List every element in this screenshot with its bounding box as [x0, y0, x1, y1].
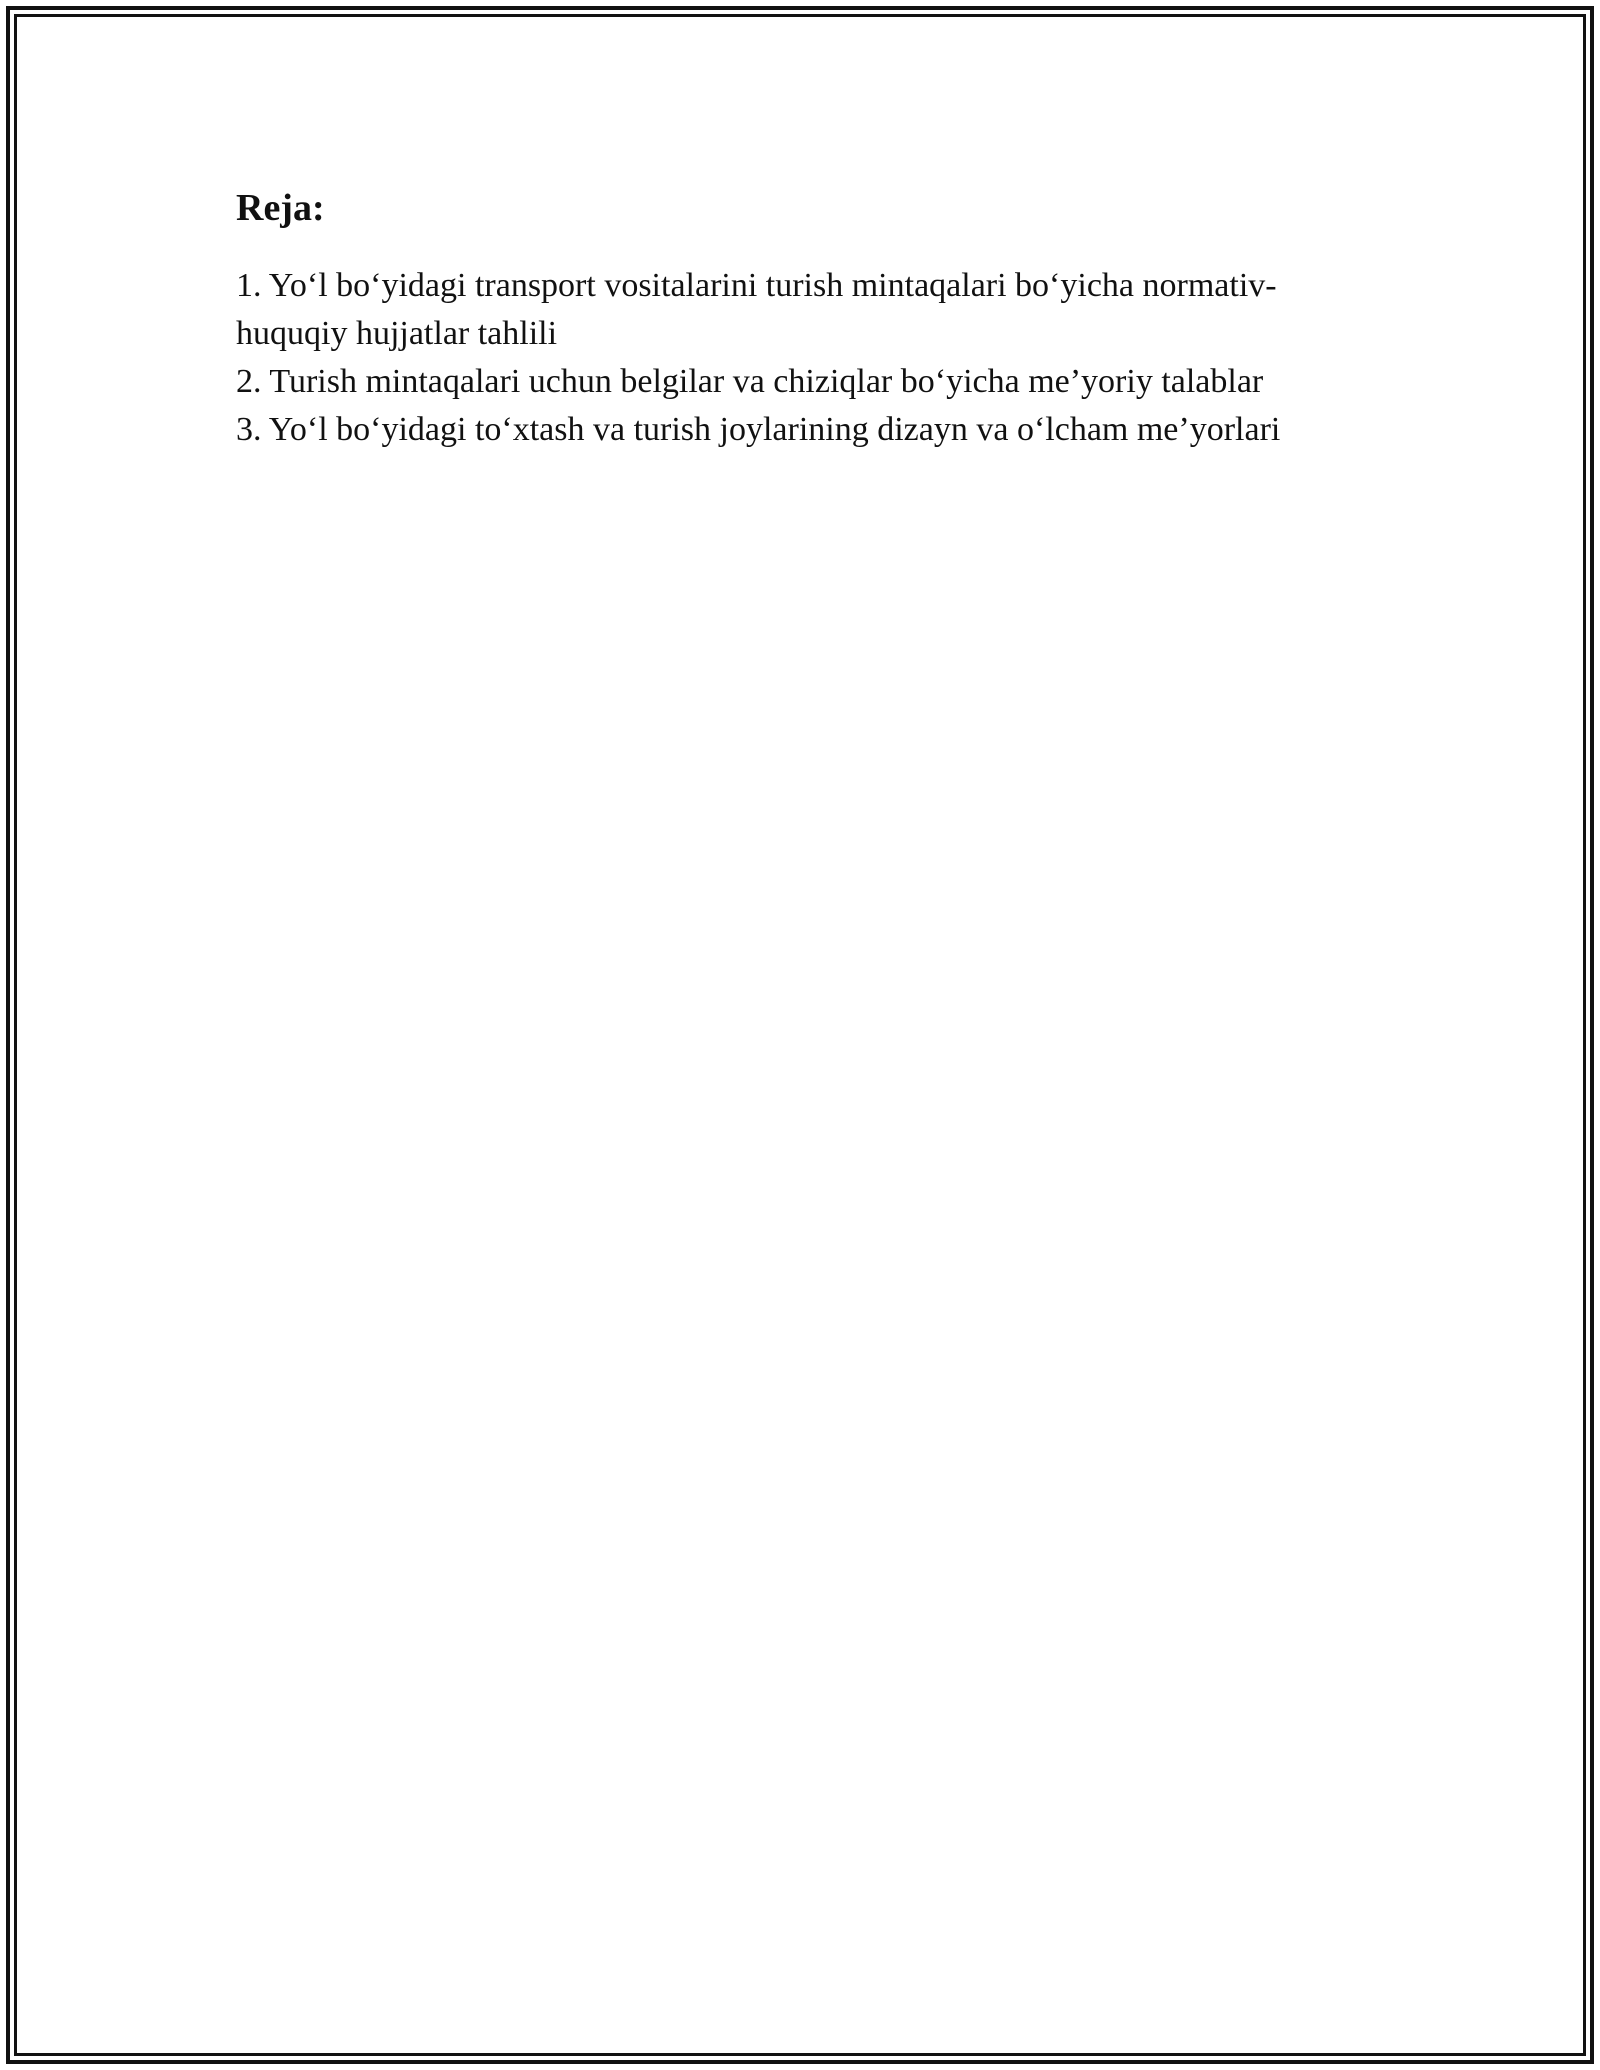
plan-item-3: 3. Yo‘l bo‘yidagi to‘xtash va turish joylarining dizayn va o‘lcham me’yorlari [236, 410, 1281, 448]
plan-list [236, 262, 1386, 454]
plan-title: Reja: [236, 187, 325, 229]
page-content [236, 186, 1386, 454]
plan-item-2: 2. Turish mintaqalari uchun belgilar va chiziqlar bo‘yicha me’yoriy talablar [236, 362, 1264, 400]
plan-item-1: 1. Yo‘l bo‘yidagi transport vositalarini turish mintaqalari bo‘yicha normativ-huquqiy hujjatlar tahlili [236, 266, 1277, 352]
